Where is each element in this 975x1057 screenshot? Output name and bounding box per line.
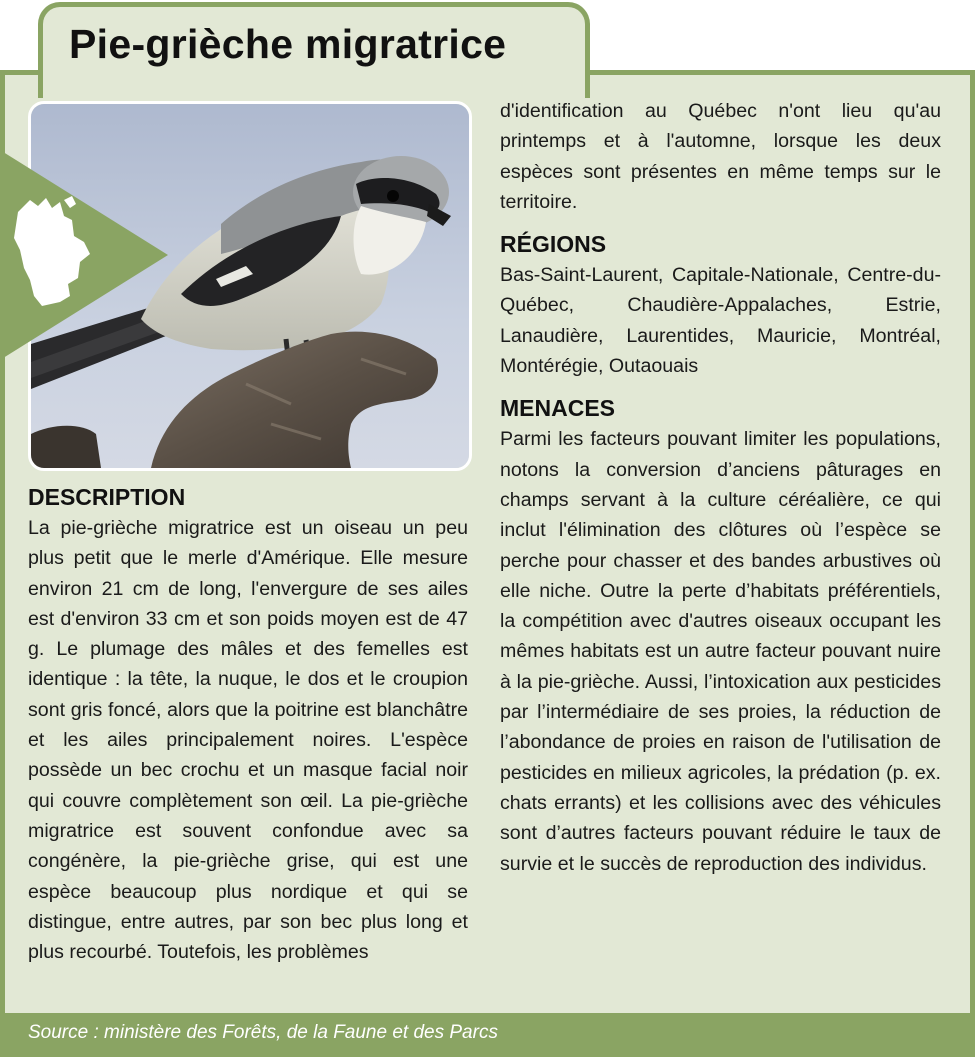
title-tab [38,2,590,98]
description-continued: d'identification au Québec n'ont lieu qu'au printemps et à l'automne, lorsque les deux espèces sont présentes en même temps sur le territoire. [500,100,941,213]
description-heading: DESCRIPTION [28,484,186,510]
source-footer [0,1013,975,1057]
threats-text: Parmi les facteurs pouvant limiter les populations, notons la conversion d’anciens pâturages en champs servant à la culture céréalière, ce qui inclut l'élimination des clôtures où l’espèce se perche pour chasser et des bandes arbustives où elle niche. Outre la perte d’habitats préférentiels, la compétition avec d'autres oiseaux occupant les mêmes habitats est un autre facteur pouvant nuire à la pie-grièche. Aussi, l’intoxication aux pesticides par l’intermédiaire de ses proies, la réduction de l’abondance de proies en raison de l'utilisation de pesticides en milieux agricoles, la prédation (p. ex. chats errants) et les collisions avec des véhicules sont d’autres facteurs pouvant réduire le taux de survie et le succès de reproduction des individus. [500,428,941,875]
page-title: Pie-grièche migratrice [69,21,507,67]
right-column [500,96,941,879]
regions-text: Bas-Saint-Laurent, Capitale-Nationale, Centre-du-Québec, Chaudière-Appalaches, Estrie, Lanaudière, Laurentides, Mauricie, Montréal, Montérégie, Outaouais [500,264,941,378]
left-column [28,484,468,967]
source-credit: Source : ministère des Forêts, de la Faune et des Parcs [28,1022,498,1043]
regions-heading: RÉGIONS [500,231,607,258]
description-text: La pie-grièche migratrice est un oiseau un peu plus petit que le merle d'Amérique. Elle mesure environ 21 cm de long, l'envergure de ses ailes est d'environ 33 cm et son poids moyen est de 47 g. Le plumage des mâles et des femelles est identique : la tête, la nuque, le dos et le croupion sont gris foncé, alors que la poitrine est blanchâtre et les ailes principalement noires. L'espèce possède un bec crochu et un masque facial noir qui couvre complètement son œil. La pie-grièche migratrice est souvent confondue avec sa congénère, la pie-grièche grise, qui est une espèce beaucoup plus nordique et qui se distingue, entre autres, par son bec plus long et plus recourbé. Toutefois, les problèmes [28,517,468,964]
threats-heading: MENACES [500,395,616,422]
tab-joint [43,70,585,80]
region-marker [0,150,168,360]
